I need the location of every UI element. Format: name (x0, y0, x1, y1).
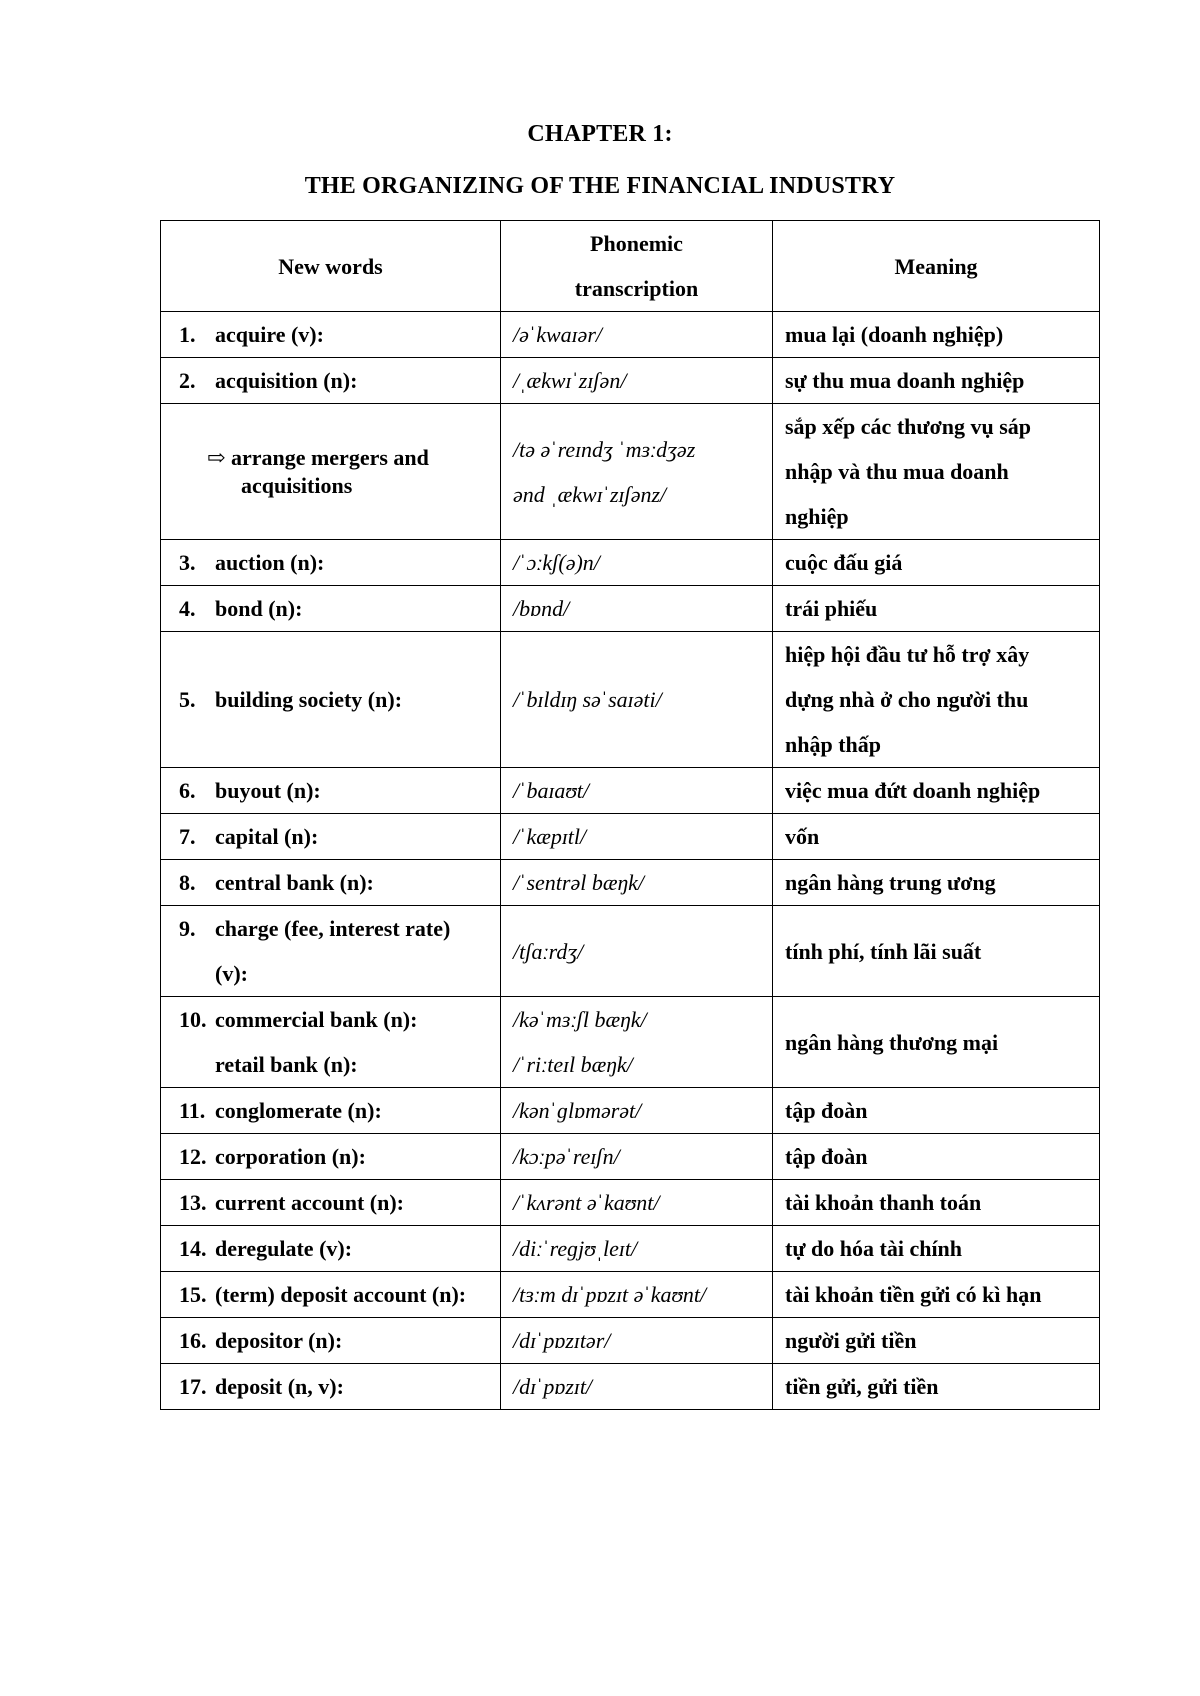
table-row (161, 632, 1100, 768)
meaning-line: nghiệp (785, 504, 849, 529)
word-text: charge (fee, interest rate) (215, 916, 451, 941)
ipa-cell: /kənˈɡlɒmərət/ (501, 1088, 773, 1134)
meaning-cell: tài khoản thanh toán (773, 1180, 1100, 1226)
meaning-cell: tập đoàn (773, 1134, 1100, 1180)
table-row (161, 1364, 1100, 1410)
word-cell (161, 1088, 501, 1134)
word-text: building society (n): (215, 687, 403, 712)
meaning-cell: trái phiếu (773, 586, 1100, 632)
ipa-cell: /ˈkæpɪtl/ (501, 814, 773, 860)
word-text: depositor (n): (215, 1328, 343, 1353)
row-number: 12. (179, 1144, 207, 1169)
meaning-cell: sự thu mua doanh nghiệp (773, 358, 1100, 404)
word-cell (161, 906, 501, 997)
word-text: arrange mergers and (230, 444, 429, 470)
row-number: 6. (179, 778, 196, 803)
word-cell (161, 1318, 501, 1364)
table-row (161, 1318, 1100, 1364)
row-number: 5. (179, 687, 196, 712)
meaning-cell: tập đoàn (773, 1088, 1100, 1134)
word-text: corporation (n): (215, 1144, 366, 1169)
table-row (161, 814, 1100, 860)
table-row (161, 1226, 1100, 1272)
ipa-cell: /ˈbɪldɪŋ səˈsaɪəti/ (501, 632, 773, 768)
word-text-cont: acquisitions (241, 472, 353, 498)
word-text-cont: (v): (215, 961, 248, 986)
row-number: 13. (179, 1190, 207, 1215)
meaning-cell: ngân hàng trung ương (773, 860, 1100, 906)
word-text: acquire (v): (215, 322, 324, 347)
table-row (161, 997, 1100, 1088)
meaning-line: nhập thấp (785, 732, 882, 757)
word-text: conglomerate (n): (215, 1098, 382, 1123)
meaning-line: nhập và thu mua doanh (785, 459, 1009, 484)
row-number: 15. (179, 1282, 207, 1307)
table-row (161, 1272, 1100, 1318)
header-meaning: Meaning (773, 221, 1100, 312)
table-row (161, 312, 1100, 358)
table-row (161, 1088, 1100, 1134)
row-number: 16. (179, 1328, 207, 1353)
ipa-cell: /ˌækwɪˈzɪʃən/ (501, 358, 773, 404)
ipa-cell: /dɪˈpɒzɪt/ (501, 1364, 773, 1410)
row-number: 9. (179, 916, 196, 941)
word-text-cont: retail bank (n): (215, 1052, 358, 1077)
word-text: auction (n): (215, 550, 325, 575)
word-text: bond (n): (215, 596, 303, 621)
word-cell (161, 404, 501, 540)
ipa-cell: /dɪˈpɒzɪtər/ (501, 1318, 773, 1364)
word-cell (161, 586, 501, 632)
row-number: 14. (179, 1236, 207, 1261)
meaning-cell: người gửi tiền (773, 1318, 1100, 1364)
word-text: (term) deposit account (n): (215, 1282, 467, 1307)
meaning-cell (773, 404, 1100, 540)
table-row (161, 1134, 1100, 1180)
word-text: capital (n): (215, 824, 319, 849)
meaning-cell: tiền gửi, gửi tiền (773, 1364, 1100, 1410)
word-cell (161, 1134, 501, 1180)
meaning-cell (773, 632, 1100, 768)
meaning-line: hiệp hội đầu tư hỗ trợ xây (785, 642, 1030, 667)
word-cell (161, 997, 501, 1088)
word-text: commercial bank (n): (215, 1007, 418, 1032)
word-cell (161, 1226, 501, 1272)
meaning-cell: cuộc đấu giá (773, 540, 1100, 586)
table-row (161, 586, 1100, 632)
word-text: deposit (n, v): (215, 1374, 344, 1399)
meaning-cell: vốn (773, 814, 1100, 860)
meaning-cell: ngân hàng thương mại (773, 997, 1100, 1088)
ipa-cell (501, 997, 773, 1088)
header-phonemic-line2: transcription (574, 276, 699, 301)
ipa-cell: /diːˈreɡjʊˌleɪt/ (501, 1226, 773, 1272)
ipa-cell: /əˈkwaɪər/ (501, 312, 773, 358)
meaning-cell: tài khoản tiền gửi có kì hạn (773, 1272, 1100, 1318)
word-cell (161, 540, 501, 586)
word-text: deregulate (v): (215, 1236, 353, 1261)
arrow-icon: ⇨ (207, 444, 226, 470)
meaning-cell: mua lại (doanh nghiệp) (773, 312, 1100, 358)
word-cell (161, 312, 501, 358)
table-row (161, 540, 1100, 586)
meaning-cell: việc mua đứt doanh nghiệp (773, 768, 1100, 814)
row-number: 8. (179, 870, 196, 895)
ipa-cell: /tʃɑːrdʒ/ (501, 906, 773, 997)
ipa-cell: /bɒnd/ (501, 586, 773, 632)
row-number: 4. (179, 596, 196, 621)
chapter-number: CHAPTER 1: (527, 121, 673, 147)
word-cell (161, 860, 501, 906)
header-new-words: New words (161, 221, 501, 312)
table-row (161, 404, 1100, 540)
row-number: 10. (179, 1007, 207, 1032)
ipa-cell: /tɜːm dɪˈpɒzɪt əˈkaʊnt/ (501, 1272, 773, 1318)
table-row (161, 860, 1100, 906)
meaning-line: sắp xếp các thương vụ sáp (785, 414, 1032, 439)
table-row (161, 768, 1100, 814)
word-cell (161, 814, 501, 860)
word-text: acquisition (n): (215, 368, 358, 393)
table-row (161, 358, 1100, 404)
ipa-cell (501, 404, 773, 540)
word-cell (161, 1272, 501, 1318)
vocabulary-table (160, 220, 1100, 1410)
table-header-row (161, 221, 1100, 312)
ipa-line: /tə əˈreɪndʒ ˈmɜːdʒəz (513, 436, 696, 462)
row-number: 17. (179, 1374, 207, 1399)
table-row (161, 906, 1100, 997)
ipa-cell: /ˈbaɪaʊt/ (501, 768, 773, 814)
row-number: 11. (179, 1098, 206, 1123)
word-text: buyout (n): (215, 778, 321, 803)
word-text: central bank (n): (215, 870, 374, 895)
word-text: current account (n): (215, 1190, 404, 1215)
word-cell (161, 1364, 501, 1410)
header-phonemic-line1: Phonemic (590, 231, 683, 256)
ipa-cell: /kɔːpəˈreɪʃn/ (501, 1134, 773, 1180)
chapter-title: THE ORGANIZING OF THE FINANCIAL INDUSTRY (304, 173, 896, 199)
ipa-cell: /ˈkʌrənt əˈkaʊnt/ (501, 1180, 773, 1226)
table-row (161, 1180, 1100, 1226)
word-cell (161, 358, 501, 404)
ipa-line: /kəˈmɜːʃl bæŋk/ (513, 1007, 647, 1032)
meaning-cell: tính phí, tính lãi suất (773, 906, 1100, 997)
word-cell (161, 768, 501, 814)
ipa-cell: /ˈɔːkʃ(ə)n/ (501, 540, 773, 586)
row-number: 2. (179, 368, 196, 393)
word-cell (161, 1180, 501, 1226)
row-number: 3. (179, 550, 196, 575)
row-number: 1. (179, 322, 196, 347)
word-cell (161, 632, 501, 768)
ipa-line: ənd ˌækwɪˈzɪʃənz/ (513, 481, 667, 507)
ipa-line: /ˈriːteɪl bæŋk/ (513, 1052, 633, 1077)
row-number: 7. (179, 824, 196, 849)
meaning-line: dựng nhà ở cho người thu (785, 687, 1029, 712)
header-phonemic (501, 221, 773, 312)
ipa-cell: /ˈsentrəl bæŋk/ (501, 860, 773, 906)
meaning-cell: tự do hóa tài chính (773, 1226, 1100, 1272)
